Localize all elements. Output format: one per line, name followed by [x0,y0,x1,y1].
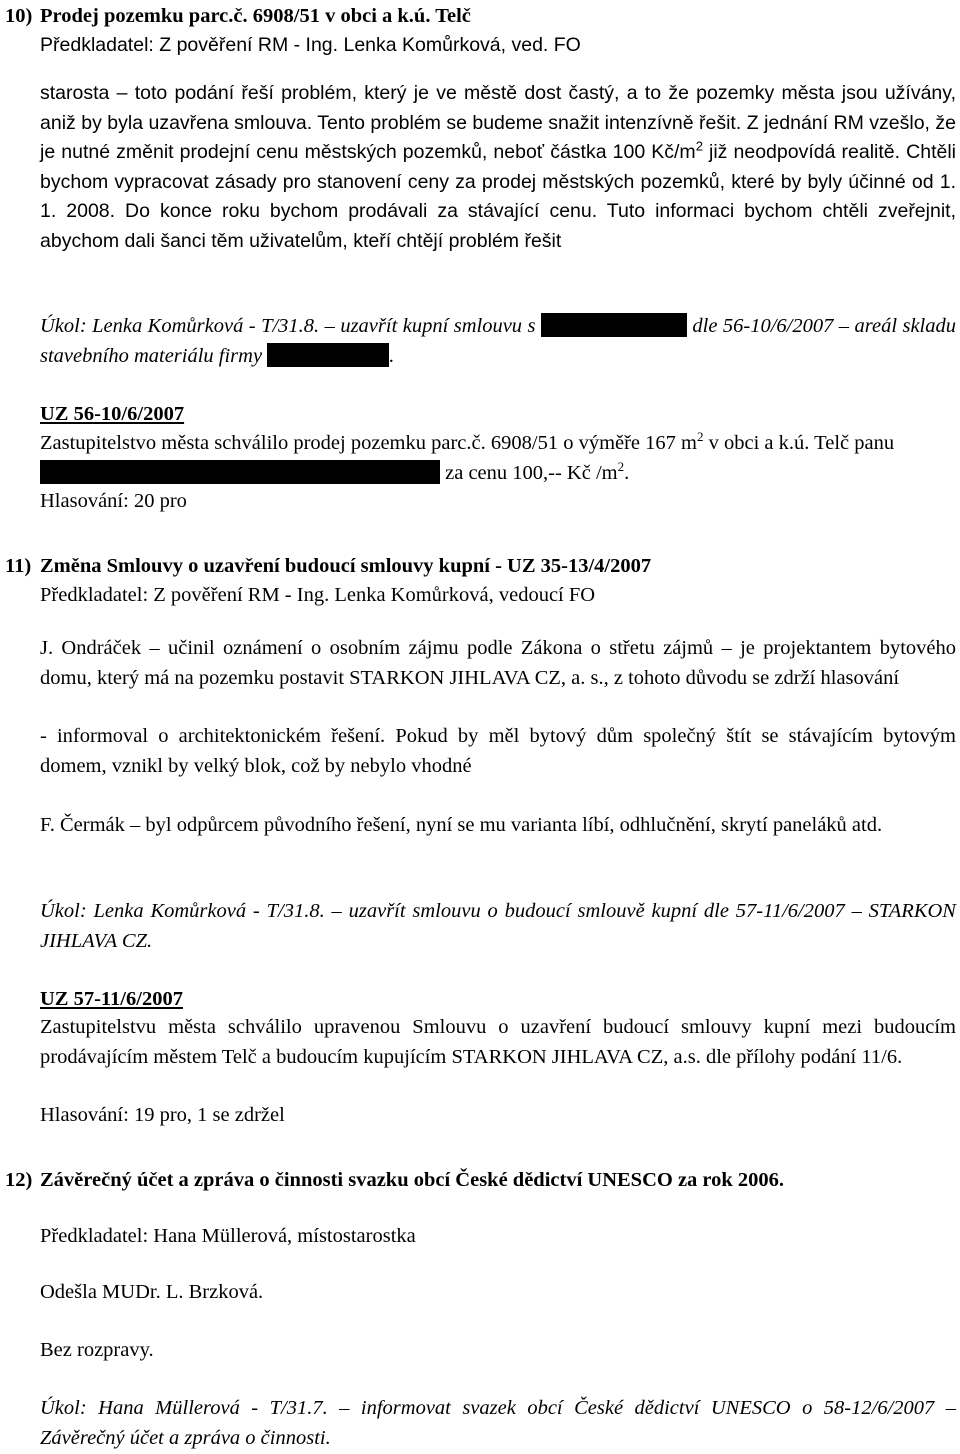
item-10-resolution-b: v obci a k.ú. Telč panu [703,432,895,454]
item-11-title: Změna Smlouvy o uzavření budoucí smlouvy kupní - UZ 35-13/4/2007 [40,555,652,577]
item-11-vote: Hlasování: 19 pro, 1 se zdržel [40,1104,285,1126]
item-10-heading [5,2,956,32]
item-12-number: 12) [5,1169,33,1191]
item-10-discussion-2sup: 2 [695,138,703,154]
item-10-number: 10) [5,5,33,27]
item-12-presenter: Předkladatel: Hana Müllerová, místostarostka [40,1225,416,1247]
item-11-number: 11) [5,555,32,577]
redaction-block [40,460,440,484]
item-11-presenter: Předkladatel: Z pověření RM - Ing. Lenka Komůrková, vedoucí FO [40,584,596,606]
item-10-discussion-2a: Z jednání RM vzešlo, že je nutné změnit prodejní cenu městských pozemků, neboť částka 100 Kč/m [40,111,957,163]
item-11-task: Úkol: Lenka Komůrková - T/31.8. – uzavřít smlouvu o budoucí smlouvě kupní dle 57-11/6/2007 – STARKON JIHLAVA CZ. [40,900,956,952]
redaction-block [541,313,687,337]
item-10-discussion [40,79,956,256]
redaction-block [267,343,389,367]
item-12-note-2: Bez rozpravy. [40,1339,154,1361]
item-10-task-b: dle 56-10/6/2007 – areál skladu stavebního materiálu firmy [40,315,956,367]
item-11-ondracek-1: J. Ondráček – učinil oznámení o osobním zájmu podle Zákona o střetu zájmů – je projektantem bytového domu, který má na pozemku postavit STARKON JIHLAVA CZ, a. s., z tohoto důvodu se zdrží hlasování [40,637,956,689]
item-10-discussion-4: Do konce roku bychom prodávali za stávající cenu. [115,200,598,222]
item-10-discussion-1: starosta – toto podání řeší problém, který je ve městě dost častý, a to že pozemky města jsou užívány, aniž by byla uzavřena smlouva. Tento problém se budeme snažit intenzívně řešit. [40,82,956,134]
item-10-discussion-3: Chtěli bychom vypracovat zásady pro stanovení ceny za prodej městských pozemků, které by byly účinné od 1. 1. 2008. [40,141,957,222]
item-10-presenter: Předkladatel: Z pověření RM - Ing. Lenka Komůrková, ved. FO [40,34,581,56]
item-11-cermak: F. Čermák – byl odpůrcem původního řešení, nyní se mu varianta líbí, odhlučnění, skrytí paneláků atd. [40,814,883,836]
item-10-title: Prodej pozemku parc.č. 6908/51 v obci a k.ú. Telč [40,5,471,27]
item-10-resolution [40,429,956,488]
item-10-resolution-sup1: 2 [696,429,704,445]
item-10-resolution-a: Zastupitelstvo města schválilo prodej pozemku parc.č. 6908/51 o výměře 167 m [40,432,697,454]
item-10-vote: Hlasování: 20 pro [40,490,187,512]
item-10-discussion-2b: již neodpovídá realitě. [702,141,901,163]
item-10-resolution-title: UZ 56-10/6/2007 [40,403,185,425]
item-10-resolution-c: za cenu 100,-- Kč /m [440,461,618,484]
item-11-resolution-title: UZ 57-11/6/2007 [40,988,183,1010]
item-11-ondracek-2: - informoval o architektonickém řešení. Pokud by měl bytový dům společný štít se stávajícím bytovým domem, vznikl by velký blok, což by nebylo vhodné [40,725,956,777]
item-12-heading [5,1166,956,1196]
item-11-heading [5,552,956,582]
item-10-resolution-sup2: 2 [617,458,625,474]
item-12-title: Závěrečný účet a zpráva o činnosti svazku obcí České dědictví UNESCO za rok 2006. [40,1169,785,1191]
item-12-task: Úkol: Hana Müllerová - T/31.7. – informovat svazek obcí České dědictví UNESCO o 58-12/6/2007 – Závěrečný účet a zpráva o činnosti. [40,1397,956,1449]
item-10-discussion-5: Tuto informaci bychom chtěli zveřejnit, abychom dali šanci těm uživatelům, kteří chtějí problém řešit [40,200,957,252]
item-10-task-c: . [389,344,395,367]
item-10-resolution-d: . [624,461,630,484]
item-10-task-a: Úkol: Lenka Komůrková - T/31.8. – uzavřít kupní smlouvu s [40,315,536,337]
item-10-task [40,312,956,371]
item-11-resolution: Zastupitelstvu města schválilo upravenou Smlouvu o uzavření budoucí smlouvy kupní mezi budoucím prodávajícím městem Telč a budoucím kupujícím STARKON JIHLAVA CZ, a.s. dle přílohy podání 11/6. [40,1016,956,1068]
item-12-note-1: Odešla MUDr. L. Brzková. [40,1281,264,1303]
